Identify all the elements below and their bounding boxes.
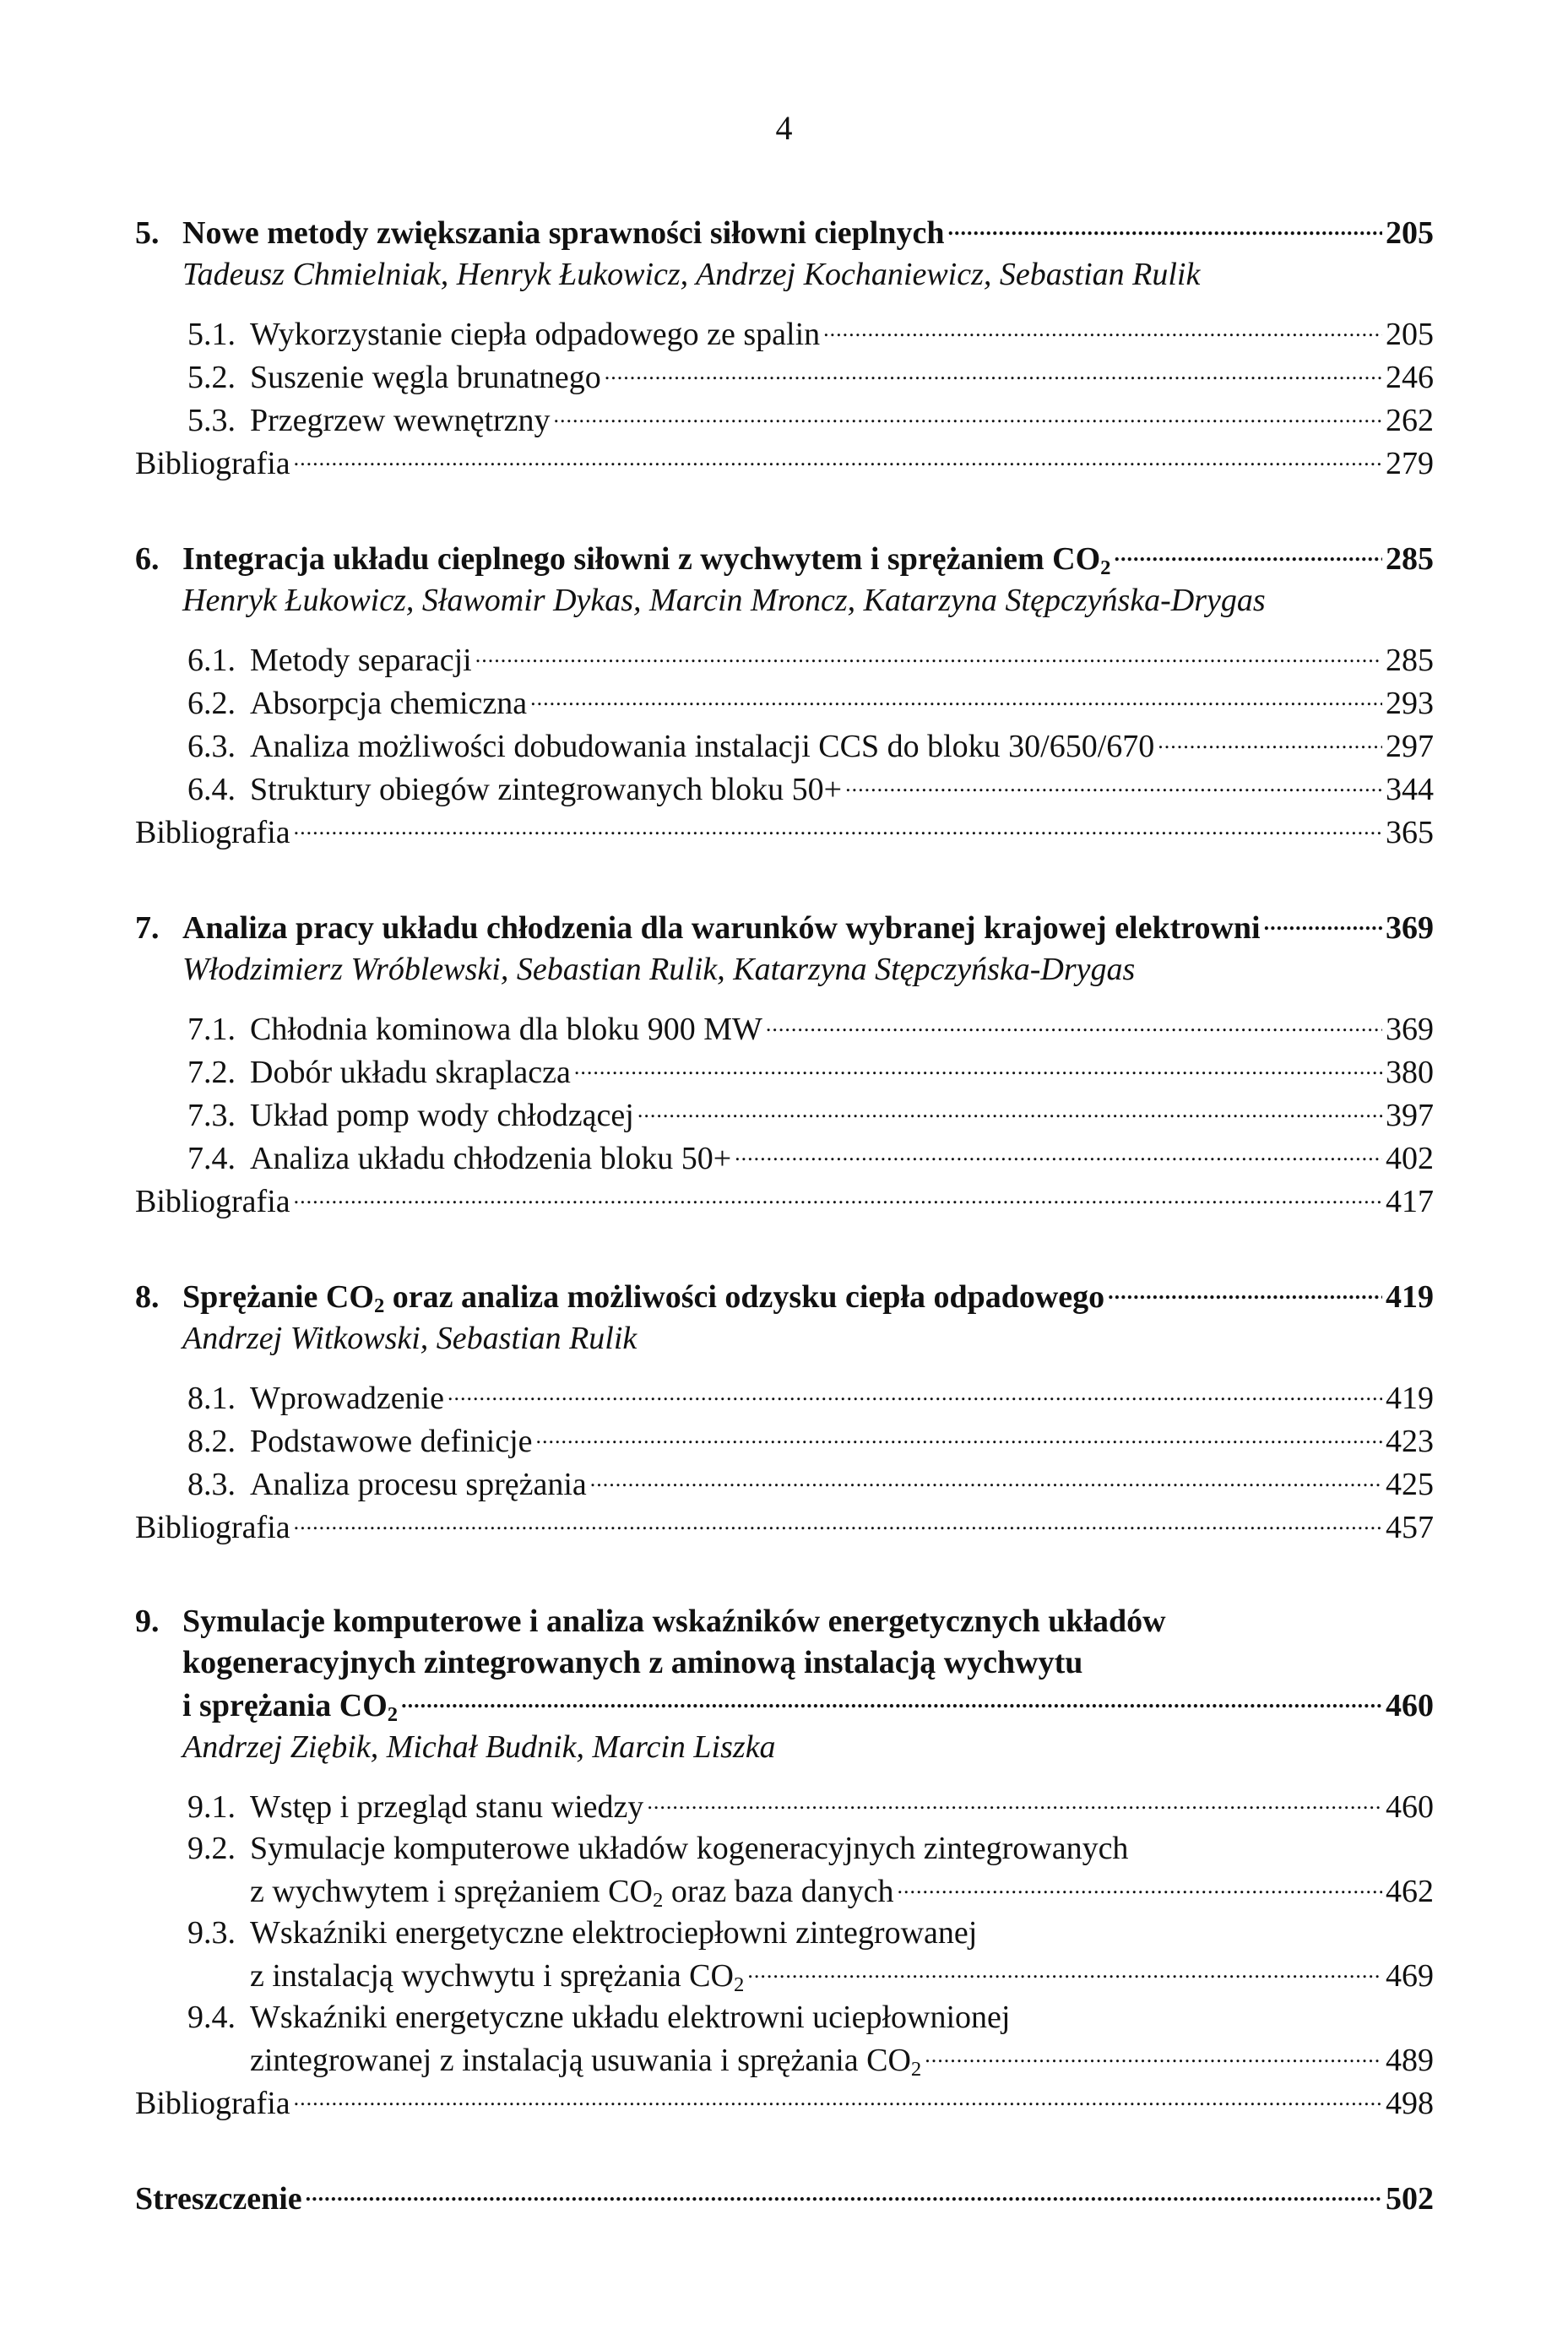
page-ref: 344 xyxy=(1386,772,1434,807)
page-ref: 365 xyxy=(1386,815,1434,850)
page-ref: 460 xyxy=(1386,1789,1434,1825)
page-ref: 246 xyxy=(1386,360,1434,395)
subscript: 2 xyxy=(387,1703,399,1727)
page-ref: 462 xyxy=(1386,1874,1434,1909)
dot-leader xyxy=(590,1463,1382,1495)
toc-entry[interactable] xyxy=(135,681,1434,725)
page-ref: 205 xyxy=(1386,317,1434,352)
toc-entry[interactable] xyxy=(135,1785,1434,1828)
dot-leader xyxy=(766,1007,1382,1039)
page-ref: 419 xyxy=(1386,1279,1434,1315)
section-number: 7.1. xyxy=(187,1012,236,1047)
summary-entry[interactable] xyxy=(135,2177,1434,2220)
page-ref: 417 xyxy=(1386,1184,1434,1219)
subscript: 2 xyxy=(733,1973,745,1997)
toc-entry[interactable] xyxy=(135,638,1434,681)
toc-entry[interactable] xyxy=(135,725,1434,768)
chapter-8-heading[interactable] xyxy=(135,1275,1434,1318)
section-number: 5.1. xyxy=(187,317,236,352)
bibliography-entry[interactable] xyxy=(135,442,1434,485)
page-ref: 262 xyxy=(1386,403,1434,438)
bibliography-label: Bibliografia xyxy=(135,1184,290,1219)
chapter-authors: Andrzej Ziębik, Michał Budnik, Marcin Liszka xyxy=(182,1729,776,1765)
section-number: 6.2. xyxy=(187,686,236,721)
page-ref: 293 xyxy=(1386,686,1434,721)
section-title-line2: z wychwytem i sprężaniem CO xyxy=(250,1874,653,1909)
section-title: Dobór układu skraplacza xyxy=(250,1055,571,1090)
dot-leader xyxy=(536,1419,1382,1452)
section-title: Analiza procesu sprężania xyxy=(250,1467,587,1502)
table-of-contents xyxy=(135,211,1434,2220)
section-number: 6.3. xyxy=(187,729,236,764)
chapter-title-line2: kogeneracyjnych zintegrowanych z aminową instalacją wychwytu xyxy=(182,1645,1083,1680)
section-title-line2-rest: oraz baza danych xyxy=(663,1874,894,1909)
dot-leader xyxy=(306,2177,1382,2209)
page-ref: 297 xyxy=(1386,729,1434,764)
page-ref: 285 xyxy=(1386,541,1434,577)
bibliography-entry[interactable] xyxy=(135,811,1434,854)
page-ref: 498 xyxy=(1386,2086,1434,2121)
section-number: 9.3. xyxy=(187,1915,236,1951)
dot-leader xyxy=(1115,537,1383,569)
dot-leader xyxy=(1158,725,1382,757)
dot-leader xyxy=(1264,906,1382,938)
dot-leader xyxy=(294,811,1382,843)
dot-leader xyxy=(898,1870,1382,1902)
page-ref: 205 xyxy=(1386,215,1434,251)
dot-leader xyxy=(747,1954,1382,1986)
section-number: 9.2. xyxy=(187,1831,236,1866)
toc-entry[interactable] xyxy=(135,355,1434,399)
chapter-number: 5. xyxy=(135,215,160,251)
chapter-title-line1: Symulacje komputerowe i analiza wskaźników energetycznych układów xyxy=(182,1604,1166,1639)
page-ref: 457 xyxy=(1386,1510,1434,1545)
bibliography-label: Bibliografia xyxy=(135,815,290,850)
section-title: Absorpcja chemiczna xyxy=(250,686,528,721)
dot-leader xyxy=(530,681,1382,714)
dot-leader xyxy=(735,1137,1382,1169)
dot-leader xyxy=(554,399,1382,431)
bibliography-entry[interactable] xyxy=(135,1180,1434,1223)
page-ref: 380 xyxy=(1386,1055,1434,1090)
toc-entry[interactable] xyxy=(135,1007,1434,1050)
page-ref: 423 xyxy=(1386,1424,1434,1459)
subscript: 2 xyxy=(652,1889,664,1913)
section-number: 7.3. xyxy=(187,1098,236,1133)
chapter-6-heading[interactable] xyxy=(135,537,1434,580)
summary-label: Streszczenie xyxy=(135,2181,302,2217)
dot-leader xyxy=(925,2038,1382,2070)
dot-leader xyxy=(574,1050,1382,1083)
toc-entry[interactable] xyxy=(135,1137,1434,1180)
section-title: Struktury obiegów zintegrowanych bloku 50+ xyxy=(250,772,843,807)
toc-entry[interactable] xyxy=(135,1376,1434,1419)
toc-entry[interactable] xyxy=(135,1828,1434,1913)
chapter-number: 6. xyxy=(135,541,160,577)
dot-leader xyxy=(475,638,1382,670)
section-number: 7.4. xyxy=(187,1141,236,1176)
page-ref: 425 xyxy=(1386,1467,1434,1502)
page-ref: 397 xyxy=(1386,1098,1434,1133)
chapter-authors: Henryk Łukowicz, Sławomir Dykas, Marcin Mroncz, Katarzyna Stępczyńska-Drygas xyxy=(182,583,1266,618)
chapter-authors: Tadeusz Chmielniak, Henryk Łukowicz, Andrzej Kochaniewicz, Sebastian Rulik xyxy=(182,257,1201,292)
dot-leader xyxy=(294,442,1382,474)
section-title: Chłodnia kominowa dla bloku 900 MW xyxy=(250,1012,762,1047)
chapter-title: Analiza pracy układu chłodzenia dla warunków wybranej krajowej elektrowni xyxy=(182,910,1261,946)
dot-leader xyxy=(823,312,1382,345)
chapter-number: 7. xyxy=(135,910,160,946)
chapter-number: 8. xyxy=(135,1279,160,1315)
section-title-line2: z instalacją wychwytu i sprężania CO xyxy=(250,1958,734,1994)
section-number: 9.1. xyxy=(187,1789,236,1825)
chapter-authors: Włodzimierz Wróblewski, Sebastian Rulik, Katarzyna Stępczyńska-Drygas xyxy=(182,952,1136,987)
section-title: Metody separacji xyxy=(250,643,472,678)
dot-leader xyxy=(948,211,1383,243)
section-title: Wykorzystanie ciepła odpadowego ze spalin xyxy=(250,317,821,352)
bibliography-label: Bibliografia xyxy=(135,446,290,481)
section-title: Suszenie węgla brunatnego xyxy=(250,360,601,395)
page-ref: 369 xyxy=(1386,1012,1434,1047)
toc-entry[interactable] xyxy=(135,312,1434,355)
section-title: Podstawowe definicje xyxy=(250,1424,533,1459)
dot-leader xyxy=(448,1376,1382,1408)
bibliography-label: Bibliografia xyxy=(135,1510,290,1545)
chapter-authors: Andrzej Witkowski, Sebastian Rulik xyxy=(182,1321,638,1356)
section-number: 5.3. xyxy=(187,403,236,438)
section-title-line1: Wskaźniki energetyczne układu elektrowni uciepłownionej xyxy=(250,2000,1011,2035)
chapter-7-heading[interactable] xyxy=(135,906,1434,949)
section-title: Analiza układu chłodzenia bloku 50+ xyxy=(250,1141,732,1176)
page-ref: 460 xyxy=(1386,1688,1434,1723)
page-ref: 369 xyxy=(1386,910,1434,946)
section-title: Wprowadzenie xyxy=(250,1381,444,1416)
bibliography-label: Bibliografia xyxy=(135,2086,290,2121)
section-number: 7.2. xyxy=(187,1055,236,1090)
bibliography-entry[interactable] xyxy=(135,2081,1434,2125)
section-number: 5.2. xyxy=(187,360,236,395)
chapter-number: 9. xyxy=(135,1604,160,1639)
chapter-title: Integracja układu cieplnego siłowni z wychwytem i sprężaniem CO xyxy=(182,541,1101,577)
subscript: 2 xyxy=(910,2058,922,2081)
section-number: 9.4. xyxy=(187,2000,236,2035)
subscript: 2 xyxy=(1100,556,1111,580)
toc-entry[interactable] xyxy=(135,1913,1434,1997)
chapter-title: Sprężanie CO xyxy=(182,1279,374,1315)
section-title: Układ pomp wody chłodzącej xyxy=(250,1098,634,1133)
page-ref: 279 xyxy=(1386,446,1434,481)
page-ref: 489 xyxy=(1386,2043,1434,2078)
subscript: 2 xyxy=(373,1294,385,1318)
dot-leader xyxy=(1108,1275,1382,1307)
toc-entry[interactable] xyxy=(135,1419,1434,1463)
chapter-title: Nowe metody zwiększania sprawności siłowni cieplnych xyxy=(182,215,945,251)
page-ref: 469 xyxy=(1386,1958,1434,1994)
section-number: 6.1. xyxy=(187,643,236,678)
dot-leader xyxy=(605,355,1382,388)
section-title: Analiza możliwości dobudowania instalacji CCS do bloku 30/650/670 xyxy=(250,729,1155,764)
page-ref: 402 xyxy=(1386,1141,1434,1176)
page-ref: 285 xyxy=(1386,643,1434,678)
dot-leader xyxy=(401,1684,1382,1716)
page-ref: 502 xyxy=(1386,2181,1434,2217)
section-title: Przegrzew wewnętrzny xyxy=(250,403,551,438)
toc-entry[interactable] xyxy=(135,399,1434,442)
toc-entry[interactable] xyxy=(135,1463,1434,1506)
section-title-line1: Wskaźniki energetyczne elektrociepłowni zintegrowanej xyxy=(250,1915,978,1951)
dot-leader xyxy=(638,1094,1382,1126)
chapter-title-rest: oraz analiza możliwości odzysku ciepła odpadowego xyxy=(384,1279,1105,1315)
toc-entry[interactable] xyxy=(135,768,1434,811)
bibliography-entry[interactable] xyxy=(135,1506,1434,1549)
dot-leader xyxy=(845,768,1382,800)
chapter-5-heading[interactable] xyxy=(135,211,1434,254)
dot-leader xyxy=(647,1785,1382,1817)
page-number: 4 xyxy=(775,109,793,147)
chapter-title-line3: i sprężania CO xyxy=(182,1688,388,1723)
section-number: 8.3. xyxy=(187,1467,236,1502)
toc-entry[interactable] xyxy=(135,1094,1434,1137)
toc-entry[interactable] xyxy=(135,1050,1434,1094)
section-title-line2: zintegrowanej z instalacją usuwania i sprężania CO xyxy=(250,2043,911,2078)
page-ref: 419 xyxy=(1386,1381,1434,1416)
dot-leader xyxy=(294,1180,1382,1212)
toc-entry[interactable] xyxy=(135,1997,1434,2081)
section-title-line1: Symulacje komputerowe układów kogeneracyjnych zintegrowanych xyxy=(250,1831,1129,1866)
chapter-9-heading[interactable] xyxy=(135,1601,1434,1727)
dot-leader xyxy=(294,1506,1382,1538)
section-number: 6.4. xyxy=(187,772,236,807)
section-number: 8.1. xyxy=(187,1381,236,1416)
section-title: Wstęp i przegląd stanu wiedzy xyxy=(250,1789,644,1825)
section-number: 8.2. xyxy=(187,1424,236,1459)
dot-leader xyxy=(294,2081,1382,2114)
